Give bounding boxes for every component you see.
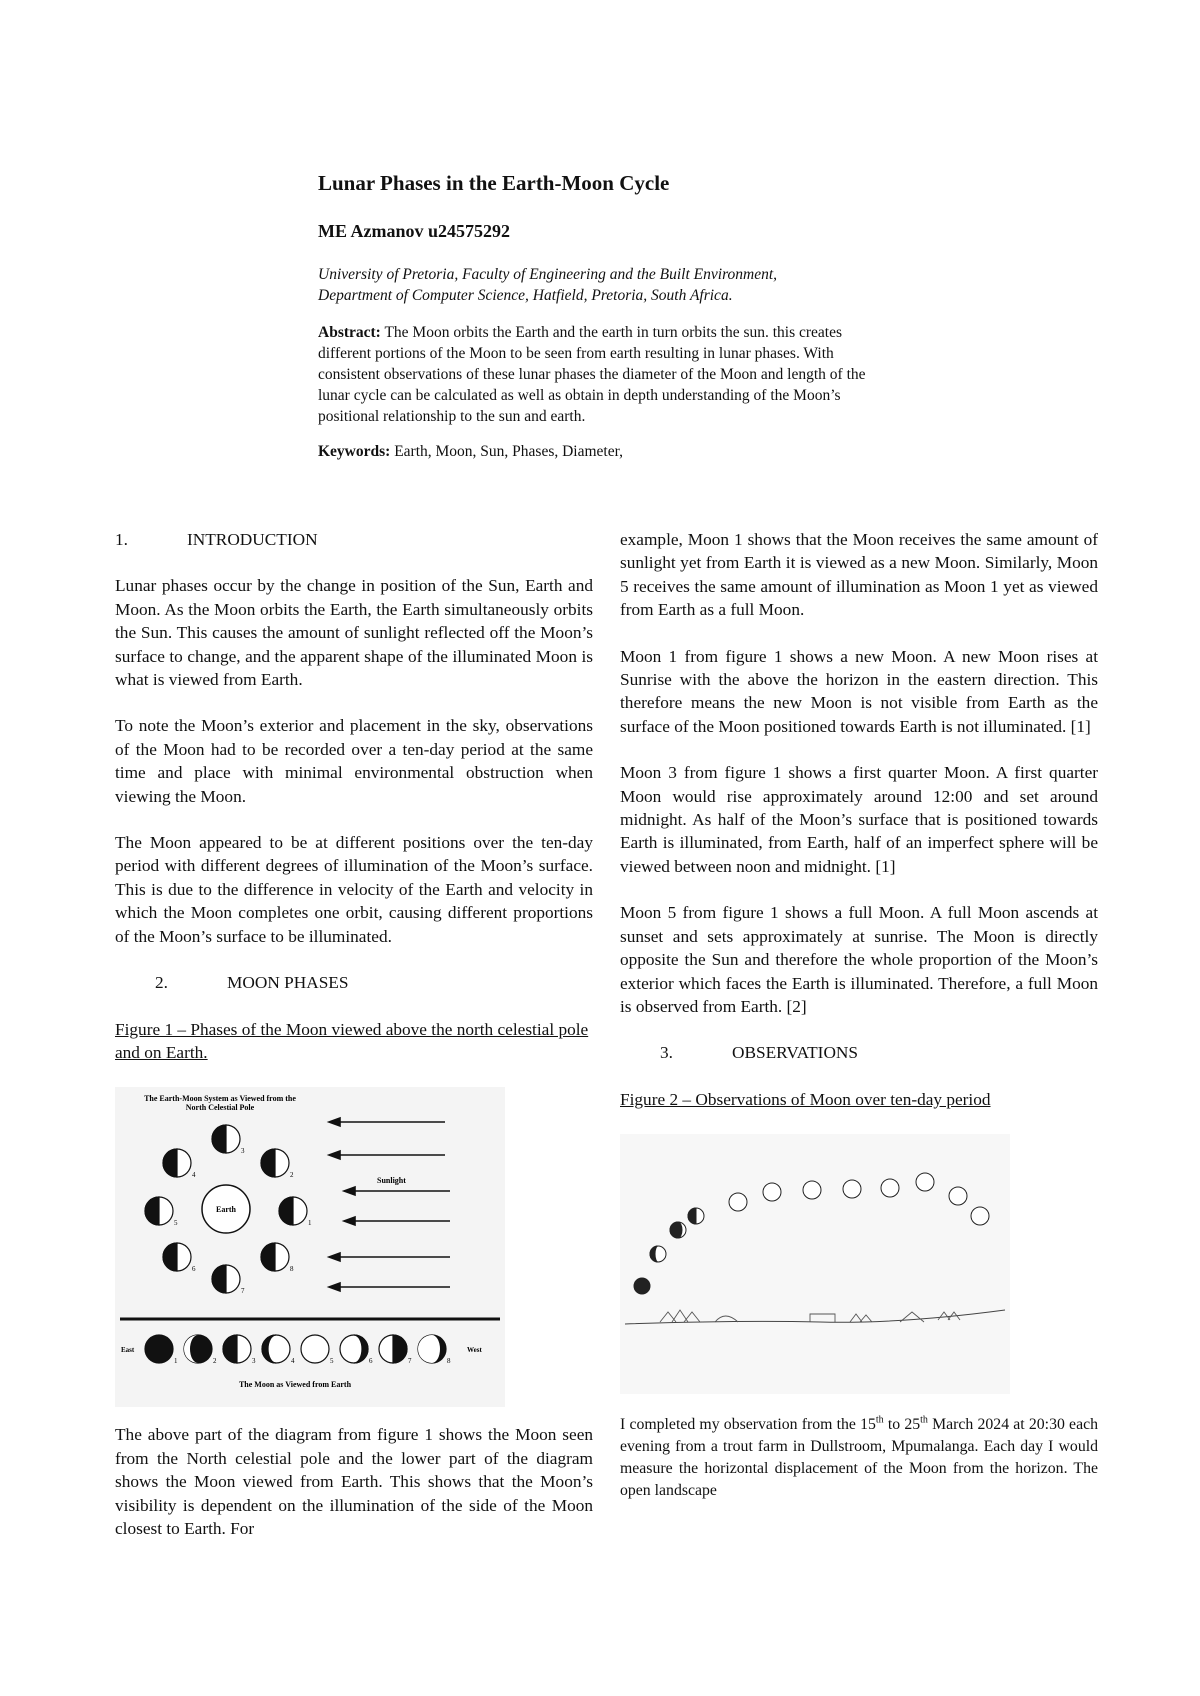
moon-phases-paragraph-4: Moon 3 from figure 1 shows a first quarter Moon. A first quarter Moon would rise approximately around 12:00 and set around midnight. As half of the Moon’s surface that is positioned towards Earth is illuminated, from Earth, half of an imperfect sphere will be viewed between noon and midnight. [1] <box>620 763 1098 876</box>
fig1-top-title-1: The Earth-Moon System as Viewed from the <box>144 1094 296 1104</box>
moon-phases-paragraph-3: Moon 1 from figure 1 shows a new Moon. A new Moon rises at Sunrise with the above the horizon in the eastern direction. This therefore means the new Moon is not visible from Earth as the surface of the Moon positioned towards Earth is not illuminated. [1] <box>620 646 1098 736</box>
orbit-num-2: 2 <box>290 1171 294 1180</box>
paper-header <box>318 168 888 462</box>
view-num-8: 8 <box>447 1357 451 1366</box>
orbit-num-8: 8 <box>290 1265 294 1274</box>
observed-moon-12 <box>971 1207 989 1225</box>
orbit-num-4: 4 <box>192 1171 196 1180</box>
earth-label: Earth <box>216 1205 236 1215</box>
intro-paragraph-2: To note the Moon’s exterior and placement in the sky, observations of the Moon had to be recorded over a ten-day period at the same time and place with minimal environmental obstruction when viewing the Moon. <box>115 716 593 806</box>
section-1-heading <box>115 528 593 551</box>
fig1-top-title-2: North Celestial Pole <box>185 1103 255 1113</box>
observed-moon-10 <box>916 1173 934 1191</box>
section-1-number: 1. <box>115 530 128 549</box>
keywords-text: Earth, Moon, Sun, Phases, Diameter, <box>394 443 624 460</box>
view-moon-1 <box>145 1335 173 1363</box>
observed-moon-7 <box>803 1181 821 1199</box>
section-2-title: MOON PHASES <box>227 973 349 993</box>
section-3-number: 3. <box>660 1043 673 1063</box>
figure-1-caption: Figure 1 – Phases of the Moon viewed above the north celestial pole and on Earth. <box>115 1019 589 1062</box>
obs-sup-a: th <box>875 1414 884 1426</box>
view-num-6: 6 <box>369 1357 373 1366</box>
figure-2-background <box>620 1134 1010 1394</box>
section-3-heading <box>620 1041 1098 1064</box>
abstract-text: The Moon orbits the Earth and the earth in turn orbits the sun. this creates different portions of the Moon to be seen from earth resulting in lunar phases. With consistent observations of these lunar phases the diameter of the Moon and length of the lunar cycle can be calculated as well as obtain in depth understanding of the Moon’s positional relationship to the sun and earth. <box>318 324 866 425</box>
observed-moon-9 <box>881 1179 899 1197</box>
observed-moon-5 <box>729 1193 747 1211</box>
observed-moon-6 <box>763 1183 781 1201</box>
fig1-bottom-title: The Moon as Viewed from Earth <box>238 1380 352 1390</box>
sunlight-label: Sunlight <box>377 1176 406 1186</box>
figure-1-diagram <box>115 1087 505 1407</box>
moon-phases-paragraph-5: Moon 5 from figure 1 shows a full Moon. A full Moon ascends at sunset and sets approximately at sunrise. The Moon is directly opposite the Sun and therefore the whole proportion of the Moon’s exterior which faces the Earth is illuminated. Therefore, a full Moon is observed from Earth. [2] <box>620 903 1098 1016</box>
orbit-num-3: 3 <box>241 1147 245 1156</box>
keywords-label: Keywords: <box>318 443 391 460</box>
section-3-title: OBSERVATIONS <box>732 1043 859 1063</box>
view-num-1: 1 <box>174 1357 178 1366</box>
west-label: West <box>467 1346 482 1355</box>
observed-moon-8 <box>843 1180 861 1198</box>
view-num-7: 7 <box>408 1357 412 1366</box>
section-2-heading <box>115 971 593 994</box>
affiliation-line-2: Department of Computer Science, Hatfield, Pretoria, South Africa. <box>318 287 733 304</box>
orbit-num-7: 7 <box>241 1287 245 1296</box>
affiliation <box>318 264 888 306</box>
intro-paragraph-1: Lunar phases occur by the change in position of the Sun, Earth and Moon. As the Moon orbits the Earth, the Earth simultaneously orbits the Sun. This causes the amount of sunlight reflected off the Moon’s surface to change, and the apparent shape of the illuminated Moon is what is viewed from Earth. <box>115 576 593 690</box>
view-num-5: 5 <box>330 1357 334 1366</box>
view-num-2: 2 <box>213 1357 217 1366</box>
obs-sup-b: th <box>920 1414 928 1426</box>
figure-2-caption: Figure 2 – Observations of Moon over ten-day period <box>620 1089 991 1109</box>
moon-phases-paragraph-2: example, Moon 1 shows that the Moon receives the same amount of sunlight yet from Earth it is viewed as a new Moon. Similarly, Moon 5 receives the same amount of illumination as Moon 1 yet as viewed from Earth as a full Moon. <box>620 530 1098 620</box>
view-moon-5 <box>301 1335 329 1363</box>
observed-moon-11 <box>949 1187 967 1205</box>
abstract <box>318 322 888 427</box>
intro-paragraph-3: The Moon appeared to be at different positions over the ten-day period with different degrees of illumination of the Moon’s surface. This is due to the difference in velocity of the Earth and velocity in which the Moon completes one orbit, causing different proportions of the Moon’s surface to be illuminated. <box>115 833 593 946</box>
orbit-num-1: 1 <box>308 1219 312 1228</box>
figure-2-sketch <box>620 1134 1010 1394</box>
observations-paragraph <box>620 1414 1098 1502</box>
east-label: East <box>121 1346 135 1355</box>
abstract-label: Abstract: <box>318 324 381 341</box>
right-column <box>620 528 1098 1525</box>
orbit-num-6: 6 <box>192 1265 196 1274</box>
section-1-title: INTRODUCTION <box>187 530 318 549</box>
obs-text-b: to 25 <box>883 1416 921 1434</box>
observed-moon-1 <box>634 1278 650 1294</box>
orbit-num-5: 5 <box>174 1219 178 1228</box>
author-line: ME Azmanov u24575292 <box>318 221 511 241</box>
moon-phases-paragraph-1: The above part of the diagram from figure 1 shows the Moon seen from the North celestial pole and the lower part of the diagram shows the Moon viewed from Earth. This shows that the Moon’s visibility is dependent on the illumination of the side of the Moon closest to Earth. For <box>115 1425 593 1538</box>
affiliation-line-1: University of Pretoria, Faculty of Engineering and the Built Environment, <box>318 266 778 283</box>
section-2-number: 2. <box>155 973 168 993</box>
obs-text-a: I completed my observation from the 15 <box>620 1416 876 1434</box>
view-num-4: 4 <box>291 1357 295 1366</box>
view-num-3: 3 <box>252 1357 256 1366</box>
obs-text-c: March 2024 at 20:30 each evening from a trout farm in Dullstroom, Mpumalanga. Each day I would measure the horizontal displacement of the Moon from the horizon. The open landscape <box>620 1416 1098 1500</box>
keywords <box>318 441 888 462</box>
left-column <box>115 528 593 1563</box>
paper-title: Lunar Phases in the Earth-Moon Cycle <box>318 171 670 195</box>
